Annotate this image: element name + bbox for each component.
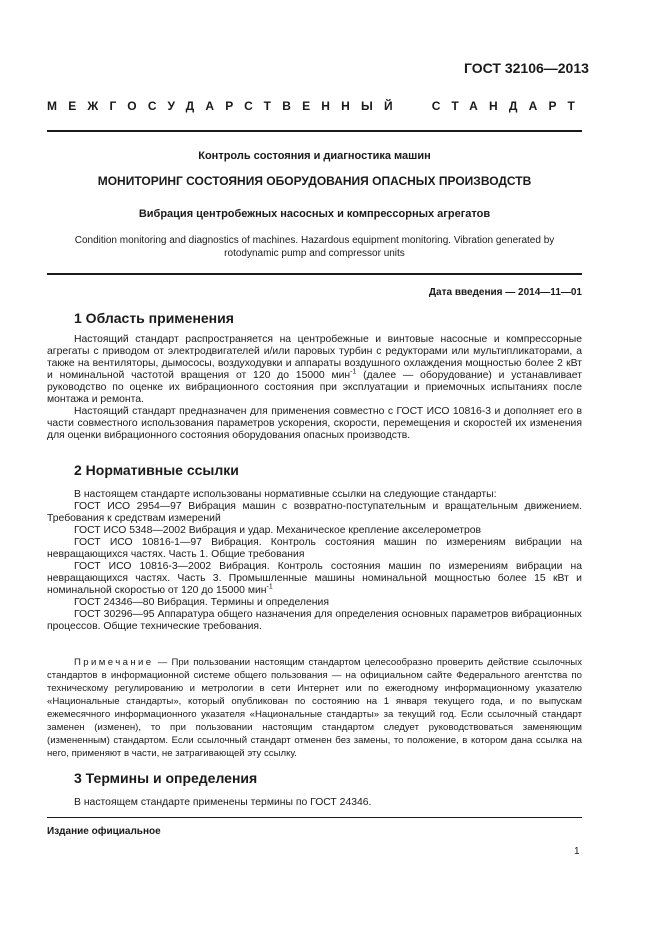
footer-rule bbox=[47, 817, 582, 818]
edition-label: Издание официальное bbox=[47, 826, 161, 837]
introduction-date: Дата введения — 2014—11—01 bbox=[428, 287, 582, 298]
section-1-body bbox=[47, 334, 582, 442]
note-label: Примечание bbox=[74, 657, 154, 668]
reference-item: ГОСТ ИСО 10816-1—97 Вибрация. Контроль состояния машин по измерениям вибрации на невращающихся частях. Часть 1. Общие требования bbox=[47, 537, 582, 560]
reference-item: ГОСТ ИСО 10816-3—2002 Вибрация. Контроль состояния машин по измерениям вибрации на невращающихся частях. Часть 3. Промышленные машины номинальной мощностью более 15 кВт и номинальной скоростью от 120 до 15000 мин$^{-1}$ bbox=[47, 561, 582, 596]
standard-category bbox=[47, 99, 586, 113]
english-title-line-2: rotodynamic pump and compressor units bbox=[224, 248, 405, 259]
reference-item: ГОСТ 30296—95 Аппаратура общего назначения для определения основных параметров вибрационных процессов. Общие технические требования. bbox=[47, 609, 582, 632]
english-title bbox=[47, 234, 582, 260]
section-3-body bbox=[47, 797, 582, 809]
title-rule bbox=[47, 273, 582, 275]
standard-number: ГОСТ 32106—2013 bbox=[464, 60, 589, 76]
main-title: МОНИТОРИНГ СОСТОЯНИЯ ОБОРУДОВАНИЯ ОПАСНЫХ ПРОИЗВОДСТВ bbox=[97, 174, 532, 188]
section-3-heading: 3 Термины и определения bbox=[74, 770, 258, 786]
section-1-paragraph-2: Настоящий стандарт предназначен для применения совместно с ГОСТ ИСО 10816-3 и дополняет его в части совместного использования параметров ускорения, скорости, перемещения и скоростей их изменения для оценки вибрационного состояния оборудования опасных производств. bbox=[47, 406, 582, 441]
section-2-heading: 2 Нормативные ссылки bbox=[74, 462, 239, 478]
section-1-heading: 1 Область применения bbox=[74, 310, 234, 326]
reference-item: ГОСТ ИСО 5348—2002 Вибрация и удар. Механическое крепление акселерометров bbox=[74, 525, 482, 536]
section-1-paragraph-1: Настоящий стандарт распространяется на центробежные и винтовые насосные и компрессорные агрегаты с приводом от электродвигателей и/или паровых турбин с редукторами или мультипликаторами, а также на вентиляторы, дымососы, воздуходувки и аппараты воздушного охлаждения мощностью более 2 кВт и номинальной частотой вращения от 120 до 15000 мин$^{-1}$ (далее — оборудование) и устанавливает руководство по оценке их вибрационного состояния при эксплуатации и приемочных испытаниях после монтажа и ремонта. bbox=[47, 334, 582, 405]
series-title: Контроль состояния и диагностика машин bbox=[198, 150, 431, 162]
section-2-body bbox=[47, 489, 582, 633]
normative-note bbox=[47, 656, 582, 760]
sub-title: Вибрация центробежных насосных и компрессорных агрегатов bbox=[138, 208, 491, 220]
section-3-paragraph: В настоящем стандарте применены термины по ГОСТ 24346. bbox=[74, 797, 372, 808]
references-intro: В настоящем стандарте использованы нормативные ссылки на следующие стандарты: bbox=[74, 489, 497, 500]
note-text: — При пользовании настоящим стандартом целесообразно проверить действие ссылочных стандартов в информационной системе общего пользования — на официальном сайте Федерального агентства по техническому регулированию и метрологии в сети Интернет или по ежегодному информационному указателю «Национальные стандарты», который опубликован по состоянию на 1 января текущего года, и по выпускам ежемесячного информационного указателя «Национальные стандарты» за текущий год. Если ссылочный стандарт заменен (изменен), то при пользовании настоящим стандартом следует руководствоваться заменяющим (измененным) стандартом. Если ссылочный стандарт отменен без замены, то положение, в котором дана ссылка на него, применяют в части, не затрагивающей эту ссылку. bbox=[47, 657, 582, 759]
reference-item: ГОСТ 24346—80 Вибрация. Термины и определения bbox=[74, 597, 329, 608]
header-rule bbox=[47, 130, 582, 132]
english-title-line-1: Condition monitoring and diagnostics of machines. Hazardous equipment monitoring. Vibration generated by bbox=[74, 235, 555, 246]
category-left: МЕЖГОСУДАРСТВЕННЫЙ bbox=[47, 99, 404, 113]
reference-item: ГОСТ ИСО 2954—97 Вибрация машин с возвратно-поступательным и вращательным движением. Требования к средствам измерений bbox=[47, 501, 582, 524]
category-right: СТАНДАРТ bbox=[431, 99, 587, 113]
page-number: 1 bbox=[574, 846, 580, 857]
